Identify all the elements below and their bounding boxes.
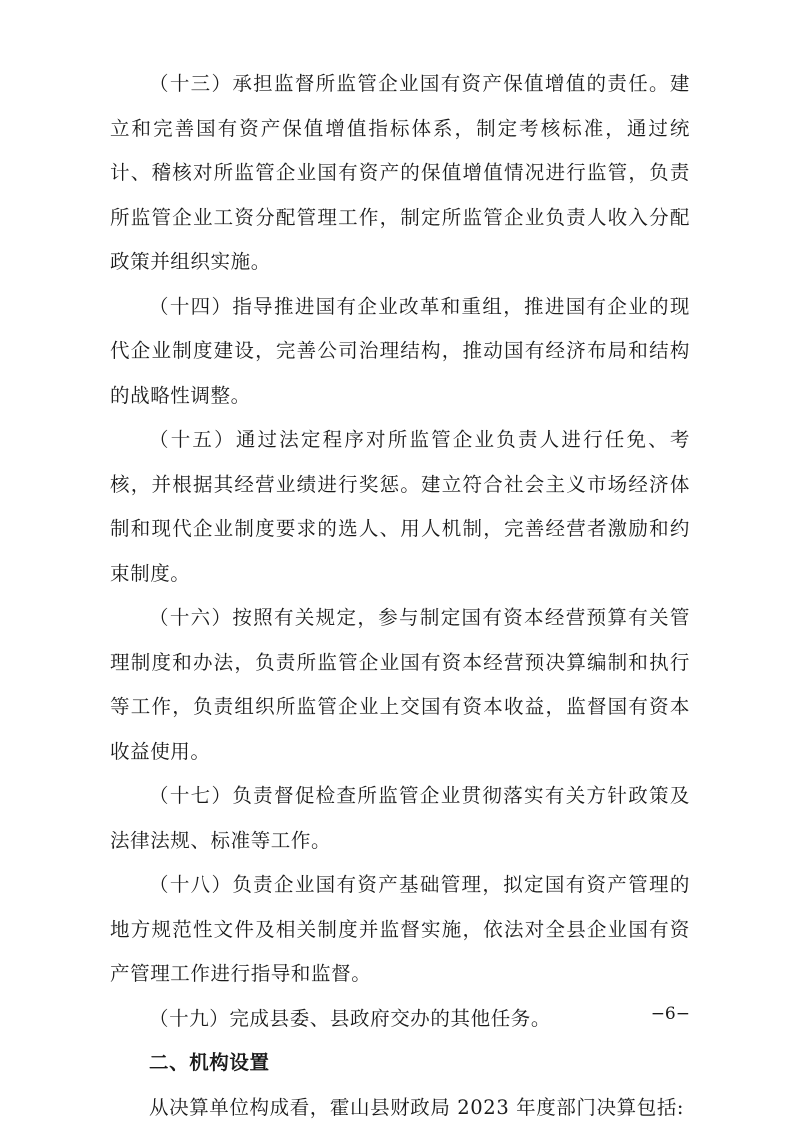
document-body: [110, 62, 690, 1130]
closing-paragraph: 从决算单位构成看，霍山县财政局 2023 年度部门决算包括:: [110, 1086, 690, 1130]
paragraph-item-17: （十七）负责督促检查所监管企业贯彻落实有关方针政策及法律法规、标准等工作。: [110, 774, 690, 863]
paragraph-item-16: （十六）按照有关规定，参与制定国有资本经营预算有关管理制度和办法，负责所监管企业国有资本经营预决算编制和执行等工作，负责组织所监管企业上交国有资本收益，监督国有资本收益使用。: [110, 596, 690, 774]
paragraph-item-13: （十三）承担监督所监管企业国有资产保值增值的责任。建立和完善国有资产保值增值指标体系，制定考核标准，通过统计、稽核对所监管企业国有资产的保值增值情况进行监管，负责所监管企业工资分配管理工作，制定所监管企业负责人收入分配政策并组织实施。: [110, 62, 690, 285]
section-heading: 二、机构设置: [110, 1041, 690, 1086]
paragraph-item-18: （十八）负责企业国有资产基础管理，拟定国有资产管理的地方规范性文件及相关制度并监督实施，依法对全县企业国有资产管理工作进行指导和监督。: [110, 863, 690, 997]
paragraph-item-19: （十九）完成县委、县政府交办的其他任务。: [110, 997, 690, 1042]
paragraph-item-15: （十五）通过法定程序对所监管企业负责人进行任免、考核，并根据其经营业绩进行奖惩。建立符合社会主义市场经济体制和现代企业制度要求的选人、用人机制，完善经营者激励和约束制度。: [110, 418, 690, 596]
paragraph-item-14: （十四）指导推进国有企业改革和重组，推进国有企业的现代企业制度建设，完善公司治理结构，推动国有经济布局和结构的战略性调整。: [110, 285, 690, 419]
page-number: −6−: [651, 1004, 690, 1024]
